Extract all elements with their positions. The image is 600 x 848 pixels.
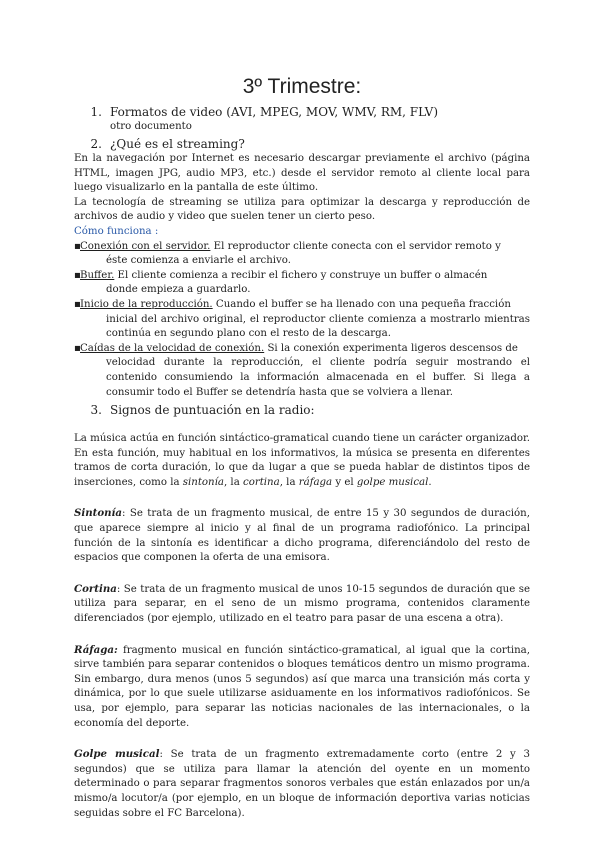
definition-text: : Se trata de un fragmento musical de unos 10-15 segundos de duración que se utiliza para separar, en el seno de un mismo programa, contenidos claramente diferenciados (por ejemplo, utilizado en el teatro para pasar de una escena a otra). — [74, 583, 530, 625]
bullet-term: Inicio de la reproducción. — [80, 298, 213, 310]
definition-term: Ráfaga: — [74, 643, 118, 656]
term-cortina: cortina — [243, 476, 280, 488]
bullet-continuation: inicial del archivo original, el reproductor cliente comienza a mostrarlo mientras continúa en segundo plano con el resto de la descarga. — [106, 313, 530, 340]
intro-text: La música actúa en función sintáctico-gramatical cuando tiene un carácter organizador. En esta función, muy habitual en los informativos, la música se presenta en diferentes tramos de corta duración, lo que da lugar a que se pueda hablar de distintos tipos de inserciones, como la — [74, 433, 530, 488]
period: . — [428, 476, 432, 488]
list-item — [74, 342, 530, 400]
list-item-streaming — [74, 136, 530, 152]
list-item-label: ¿Qué es el streaming? — [110, 137, 245, 151]
separator: , la — [279, 476, 299, 488]
definition-text: fragmento musical en función sintáctico-gramatical, al igual que la cortina, sirve también para separar contenidos o bloques temáticos dentro un mismo programa. Sin embargo, dura menos (unos 5 segundos) así que marca una transición más corta y dinámica, por lo que suele utilizarse asiduamente en los informativos radiofónicos. Se usa, por ejemplo, para separar las noticias nacionales de las internacionales, o la economía del deporte. — [74, 644, 530, 729]
bullet-text: El cliente comienza a recibir el fichero y construye un buffer o almacén — [114, 269, 488, 281]
list-item — [74, 240, 530, 269]
definition-rafaga — [74, 643, 530, 732]
bullet-term: Buffer. — [80, 269, 115, 281]
definition-term: Cortina — [74, 582, 117, 595]
streaming-paragraph-2: La tecnología de streaming se utiliza para optimizar la descarga y reproducción de archivos de audio y video que suelen tener un cierto peso. — [74, 196, 530, 223]
definition-sintonia — [74, 506, 530, 565]
term-rafaga: ráfaga — [298, 476, 333, 488]
list-item — [74, 298, 530, 342]
term-golpe-musical: golpe musical — [356, 476, 429, 488]
list-item — [74, 269, 530, 298]
bullet-term: Caídas de la velocidad de conexión. — [80, 342, 265, 354]
term-sintonia: sintonía — [182, 476, 224, 488]
definition-golpe-musical — [74, 747, 530, 821]
how-it-works-heading: Cómo funciona : — [74, 225, 159, 237]
definition-text: : Se trata de un fragmento musical, de entre 15 y 30 segundos de duración, que aparece siempre al inicio y al final de un programa radiofónico. La principal función de la sintonía es identificar a dicho programa, diferenciándolo del resto de espacios que componen la oferta de una emisora. — [74, 508, 530, 564]
bullet-text: Si la conexión experimenta ligeros descensos de — [264, 342, 518, 354]
section-heading-punctuation — [74, 402, 530, 418]
bullet-continuation: velocidad durante la reproducción, el cliente podría seguir mostrando el contenido consumiendo la información almacenada en el buffer. Si llega a consumir todo el Buffer se detendría hasta que se volviera a llenar. — [106, 357, 530, 398]
list-item-formats — [74, 104, 530, 120]
list-number: 3. — [90, 403, 102, 418]
section-label: Signos de puntuación en la radio: — [110, 403, 315, 418]
list-number: 2. — [90, 137, 102, 151]
bullet-icon: ▪ — [74, 269, 81, 281]
sub-note: otro documento — [110, 121, 192, 132]
list-number: 1. — [90, 105, 102, 119]
bullet-text: Cuando el buffer se ha llenado con una pequeña fracción — [212, 298, 511, 310]
bullet-term: Conexión con el servidor. — [80, 240, 211, 252]
bullet-text: El reproductor cliente conecta con el servidor remoto y — [210, 240, 501, 252]
intro-paragraph — [74, 432, 530, 490]
definition-term: Sintonía — [74, 507, 123, 520]
streaming-paragraph-1: En la navegación por Internet es necesario descargar previamente el archivo (página HTML, imagen JPG, audio MP3, etc.) desde el servidor remoto al cliente local para luego visualizarlo en la pantalla de este último. — [74, 153, 530, 194]
definition-term: Golpe musical — [74, 748, 160, 761]
bullet-icon: ▪ — [74, 298, 81, 310]
bullet-continuation: donde empieza a guardarlo. — [106, 284, 251, 296]
definition-cortina — [74, 582, 530, 627]
bullet-icon: ▪ — [74, 240, 81, 252]
bullet-continuation: éste comienza a enviarle el archivo. — [106, 255, 291, 267]
page-title: 3º Trimestre: — [242, 75, 362, 98]
separator: , la — [223, 476, 243, 488]
separator: y el — [332, 476, 357, 488]
bullet-icon: ▪ — [74, 342, 81, 354]
list-item-label: Formatos de video (AVI, MPEG, MOV, WMV, RM, FLV) — [110, 105, 439, 119]
definition-text: : Se trata de un fragmento extremadamente corto (entre 2 y 3 segundos) que se utiliza para llamar la atención del oyente en un momento determinado o para separar fragmentos sonoros verbales que están enlazados por un/a mismo/a locutor/a (por ejemplo, en un bloque de información deportiva varias noticias seguidas sobre el FC Barcelona). — [74, 749, 531, 819]
